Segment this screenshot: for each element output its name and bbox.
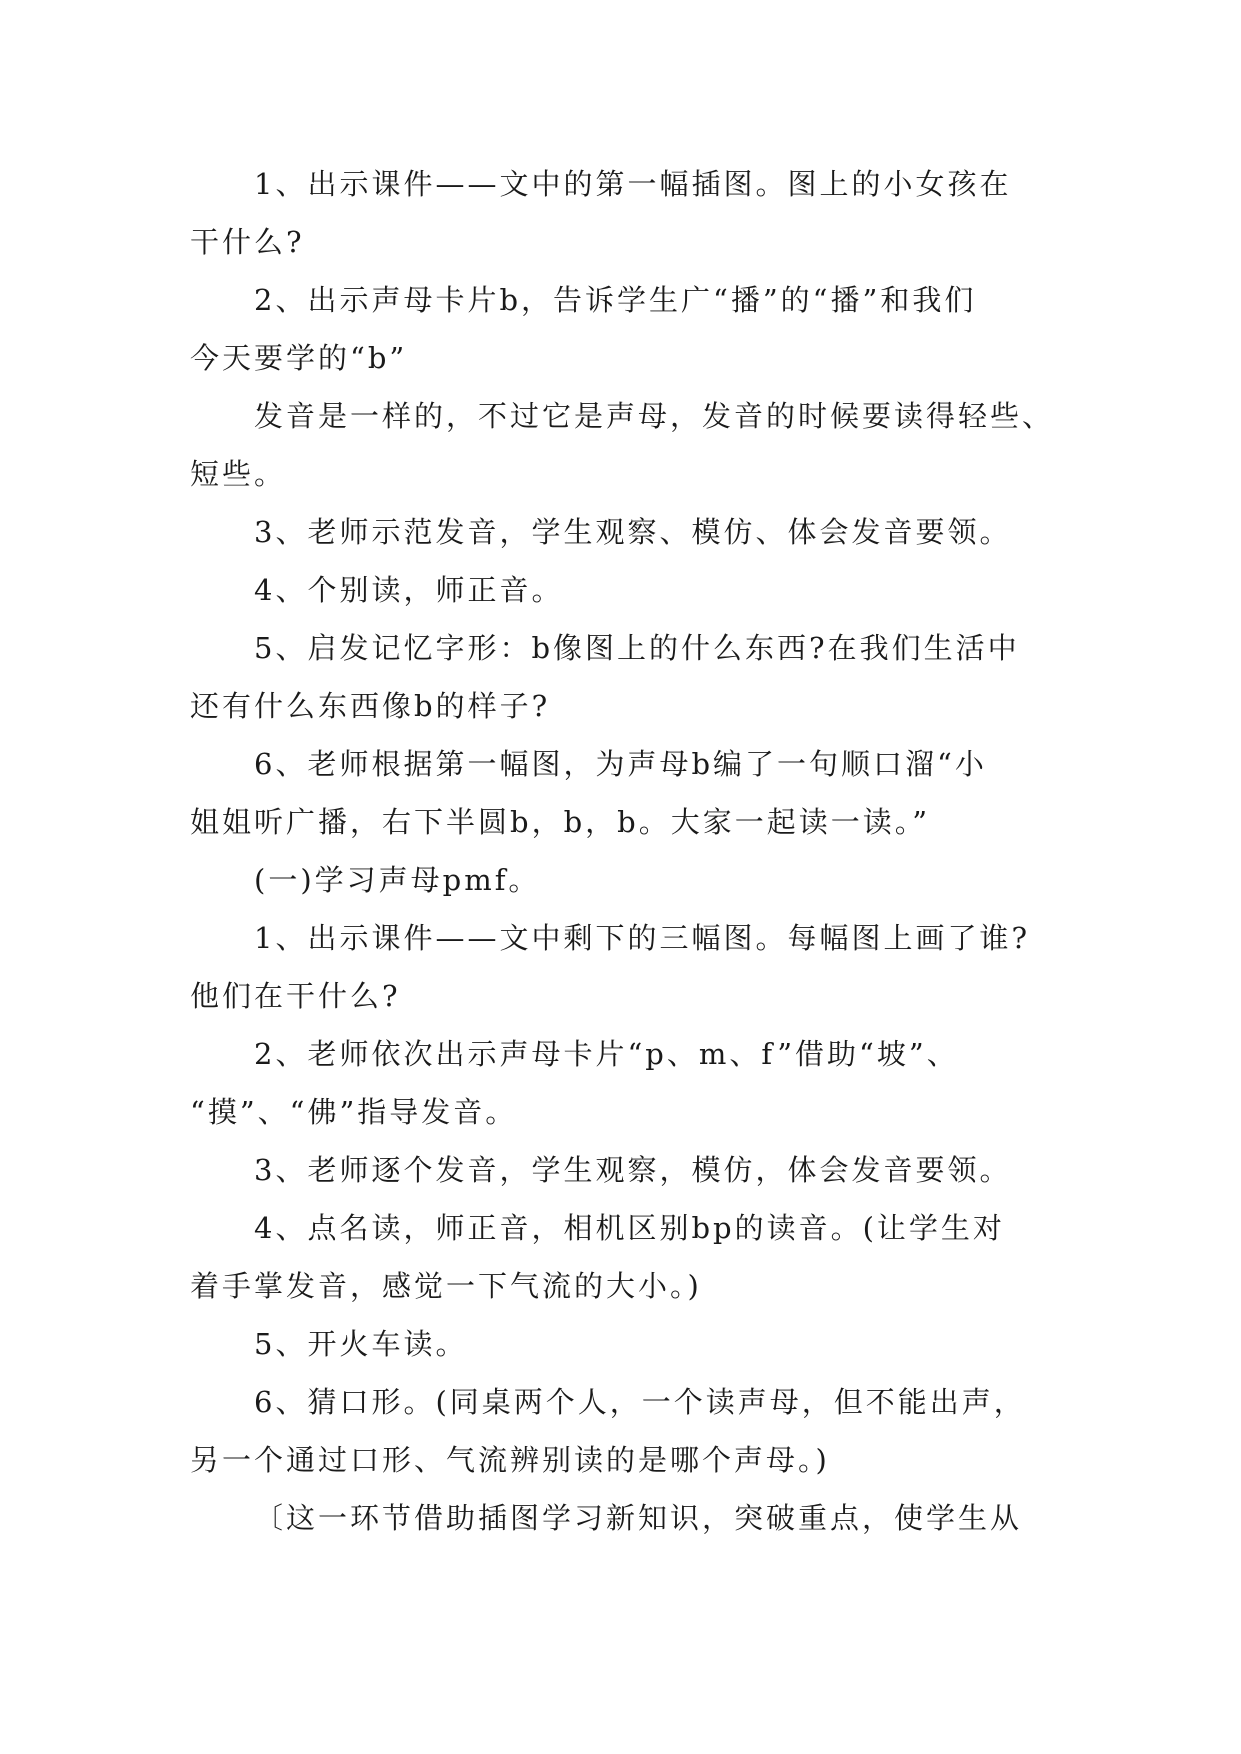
paragraph-line: 短些。 — [190, 457, 287, 491]
paragraph-line: 还有什么东西像b的样子? — [190, 689, 551, 723]
paragraph-line: 6、老师根据第一幅图，为声母b编了一句顺口溜“小 — [254, 747, 987, 781]
paragraph-line: 3、老师示范发音，学生观察、模仿、体会发音要领。 — [254, 515, 1012, 549]
paragraph-line: 发音是一样的，不过它是声母，发音的时候要读得轻些、 — [254, 399, 1055, 433]
paragraph-line: 〔这一环节借助插图学习新知识，突破重点，使学生从 — [254, 1501, 1023, 1535]
paragraph-line: 今天要学的“b” — [190, 341, 408, 375]
paragraph-line: 4、点名读，师正音，相机区别bp的读音。(让学生对 — [254, 1211, 1005, 1245]
paragraph-line: 2、出示声母卡片b，告诉学生广“播”的“播”和我们 — [254, 283, 977, 317]
paragraph-line: 另一个通过口形、气流辨别读的是哪个声母。) — [190, 1443, 830, 1477]
paragraph-line: 5、启发记忆字形：b像图上的什么东西?在我们生活中 — [254, 631, 1020, 665]
document-body — [190, 155, 1055, 1547]
paragraph-line: 1、出示课件——文中剩下的三幅图。每幅图上画了谁? — [254, 921, 1030, 955]
paragraph-line: 2、老师依次出示声母卡片“p、m、f”借助“坡”、 — [254, 1037, 959, 1071]
paragraph-line: “摸”、“佛”指导发音。 — [190, 1095, 518, 1129]
paragraph-line: 着手掌发音，感觉一下气流的大小。) — [190, 1269, 702, 1303]
paragraph-line: 3、老师逐个发音，学生观察，模仿，体会发音要领。 — [254, 1153, 1012, 1187]
paragraph-line: 4、个别读，师正音。 — [254, 573, 564, 607]
section-heading: (一)学习声母pmf。 — [254, 863, 541, 897]
paragraph-line: 姐姐听广播，右下半圆b，b，b。大家一起读一读。” — [190, 805, 931, 839]
paragraph-line: 干什么? — [190, 225, 305, 259]
paragraph-line: 他们在干什么? — [190, 979, 401, 1013]
paragraph-line: 5、开火车读。 — [254, 1327, 468, 1361]
paragraph-line: 1、出示课件——文中的第一幅插图。图上的小女孩在 — [254, 167, 1012, 201]
paragraph-line: 6、猜口形。(同桌两个人，一个读声母，但不能出声， — [254, 1385, 1026, 1419]
